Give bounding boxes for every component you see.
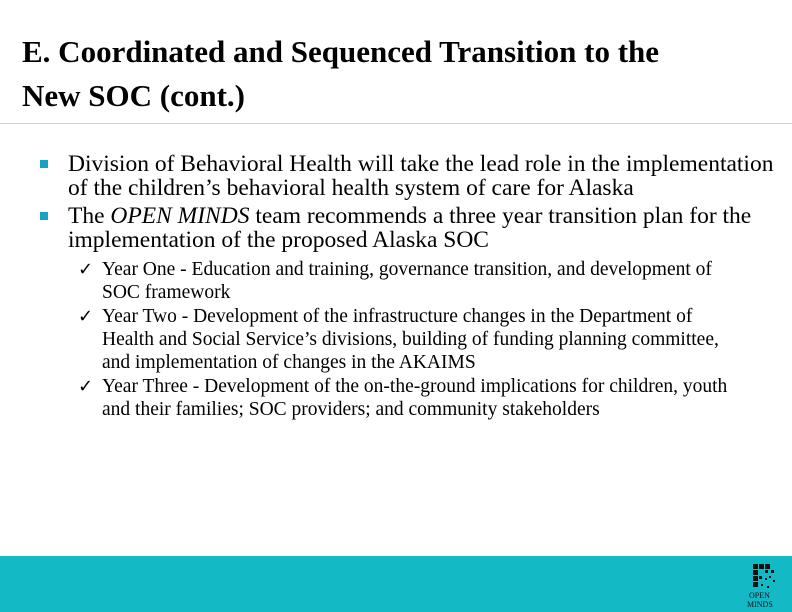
bullet-item-transition-plan — [40, 204, 780, 421]
logo-text-minds: MINDS — [747, 600, 773, 609]
bullet-text-pre: The — [68, 203, 111, 229]
logo-text-open: OPEN — [749, 591, 770, 600]
sub-text-year-three: Year Three - Development of the on-the-ground implications for children, youth and their families; SOC providers; and community stakeholders — [102, 376, 728, 420]
sub-item-year-three — [68, 375, 748, 421]
title-divider — [0, 123, 792, 124]
title-line-2: New SOC (cont.) — [22, 78, 245, 113]
square-bullet-icon — [40, 160, 48, 168]
sub-item-year-two — [68, 305, 748, 374]
square-bullet-icon — [40, 212, 48, 220]
bullet-text-open-minds: OPEN MINDS — [110, 203, 250, 229]
sub-bullet-list — [68, 258, 748, 421]
bullet-text-post: team recommends a three year transition plan for the implementation of the proposed Alaska SOC — [68, 203, 752, 253]
bullet-text-division: Division of Behavioral Health will take the lead role in the implementation of the children’s behavioral health system of care for Alaska — [68, 151, 774, 201]
bullet-list — [40, 152, 780, 425]
checkmark-icon: ✓ — [78, 306, 94, 327]
footer-band — [0, 556, 792, 612]
title-line-1: E. Coordinated and Sequenced Transition to the — [22, 34, 660, 69]
checkmark-icon: ✓ — [78, 376, 94, 397]
open-minds-logo — [745, 562, 785, 610]
sub-item-year-one — [68, 258, 748, 304]
checkmark-icon: ✓ — [78, 259, 94, 280]
slide-title — [22, 30, 782, 118]
sub-text-year-two: Year Two - Development of the infrastructure changes in the Department of Health and Social Service’s divisions, building of funding planning committee, and implementation of changes in the AKAIMS — [102, 306, 719, 373]
bullet-item-division — [40, 152, 780, 200]
sub-text-year-one: Year One - Education and training, governance transition, and development of SOC framework — [102, 259, 712, 303]
